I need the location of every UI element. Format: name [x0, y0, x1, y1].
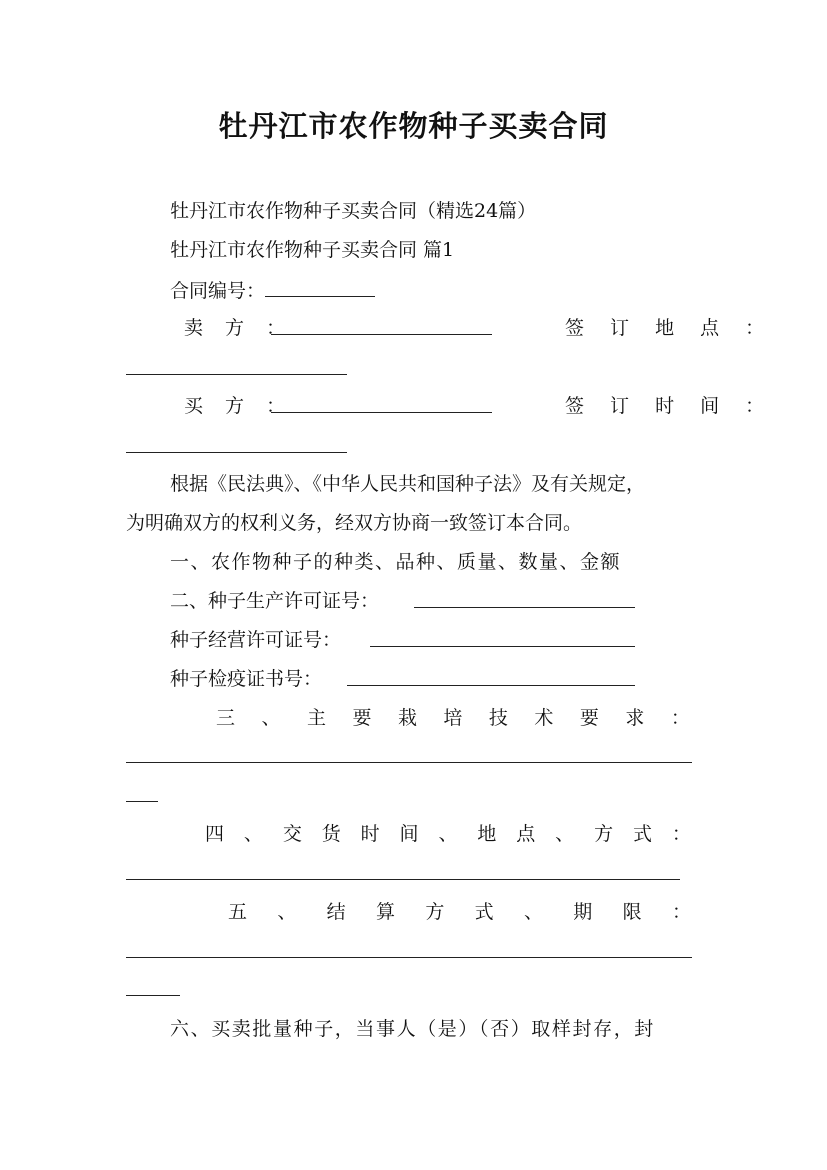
heading-char: 、 [261, 707, 281, 729]
sign-time-blank [126, 452, 347, 453]
sign-place-row [565, 316, 774, 340]
heading-char: 地 [477, 823, 497, 845]
heading-char: 技 [488, 707, 508, 729]
heading-char: 、 [438, 823, 458, 845]
heading-char: 培 [443, 707, 463, 729]
quarantine-blank [347, 685, 635, 686]
item-3-blank-end [126, 801, 158, 802]
sign-place-label: 签 订 地 点 ： [565, 317, 775, 339]
item-6: 六、买卖批量种子，当事人（是）（否）取样封存，封 [170, 1018, 655, 1040]
buyer-row [184, 394, 293, 418]
item-1: 一、农作物种子的种类、品种、质量、数量、金额 [170, 551, 622, 573]
contract-number-blank [265, 278, 375, 297]
heading-char: ： [671, 901, 691, 923]
heading-char: 五 [228, 901, 248, 923]
business-license-blank [370, 646, 635, 647]
item-2-row [170, 589, 379, 613]
item-4-heading [205, 822, 691, 846]
heading-char: 方 [425, 901, 445, 923]
heading-char: 方 [594, 823, 614, 845]
sign-time-row [565, 394, 774, 418]
heading-char: 术 [534, 707, 554, 729]
seller-row [184, 316, 293, 340]
paragraph-line: 为明确双方的权利义务，经双方协商一致签订本合同。 [126, 512, 583, 534]
heading-char: 栽 [397, 707, 417, 729]
paragraph-line: 根据《民法典》、《中华人民共和国种子法》及有关规定， [170, 473, 646, 495]
heading-char: 式 [474, 901, 494, 923]
sign-place-blank [126, 374, 347, 375]
heading-char: 求 [625, 707, 645, 729]
contract-number-label: 合同编号： [170, 280, 266, 302]
part-heading: 牡丹江市农作物种子买卖合同 篇1 [170, 239, 455, 261]
document-title: 牡丹江市农作物种子买卖合同 [218, 109, 609, 143]
item-3-blank [126, 762, 692, 763]
sign-time-label: 签 订 时 间 ： [565, 395, 775, 417]
heading-char: 、 [243, 823, 263, 845]
item-2-label: 二、种子生产许可证号： [170, 590, 380, 612]
heading-char: 三 [216, 707, 236, 729]
heading-char: 、 [277, 901, 297, 923]
item-5-blank [126, 957, 692, 958]
heading-char: 算 [375, 901, 395, 923]
heading-char: 限 [622, 901, 642, 923]
heading-char: 、 [555, 823, 575, 845]
document-subtitle: 牡丹江市农作物种子买卖合同（精选24篇） [170, 200, 537, 222]
buyer-blank [271, 412, 492, 413]
heading-char: 时 [360, 823, 380, 845]
heading-char: 间 [399, 823, 419, 845]
seller-blank [271, 334, 492, 335]
heading-char: 要 [352, 707, 372, 729]
heading-char: 货 [321, 823, 341, 845]
quarantine-label: 种子检疫证书号： [170, 668, 323, 690]
heading-char: 点 [516, 823, 536, 845]
heading-char: 结 [326, 901, 346, 923]
heading-char: ： [670, 707, 690, 729]
heading-char: 要 [579, 707, 599, 729]
seller-label: 卖 方 ： [184, 317, 294, 339]
heading-char: 期 [573, 901, 593, 923]
business-license-row [170, 628, 341, 652]
item-5-heading [228, 900, 691, 924]
heading-char: 、 [523, 901, 543, 923]
buyer-label: 买 方 ： [184, 395, 294, 417]
item-5-blank-end [126, 995, 180, 996]
quarantine-row [170, 667, 322, 691]
business-license-label: 种子经营许可证号： [170, 629, 342, 651]
contract-number-row [170, 278, 375, 303]
item-4-blank [126, 879, 680, 880]
production-license-blank [414, 607, 635, 608]
item-3-heading [216, 706, 690, 730]
heading-char: 交 [282, 823, 302, 845]
heading-char: ： [671, 823, 691, 845]
heading-char: 主 [306, 707, 326, 729]
heading-char: 四 [205, 823, 225, 845]
heading-char: 式 [632, 823, 652, 845]
